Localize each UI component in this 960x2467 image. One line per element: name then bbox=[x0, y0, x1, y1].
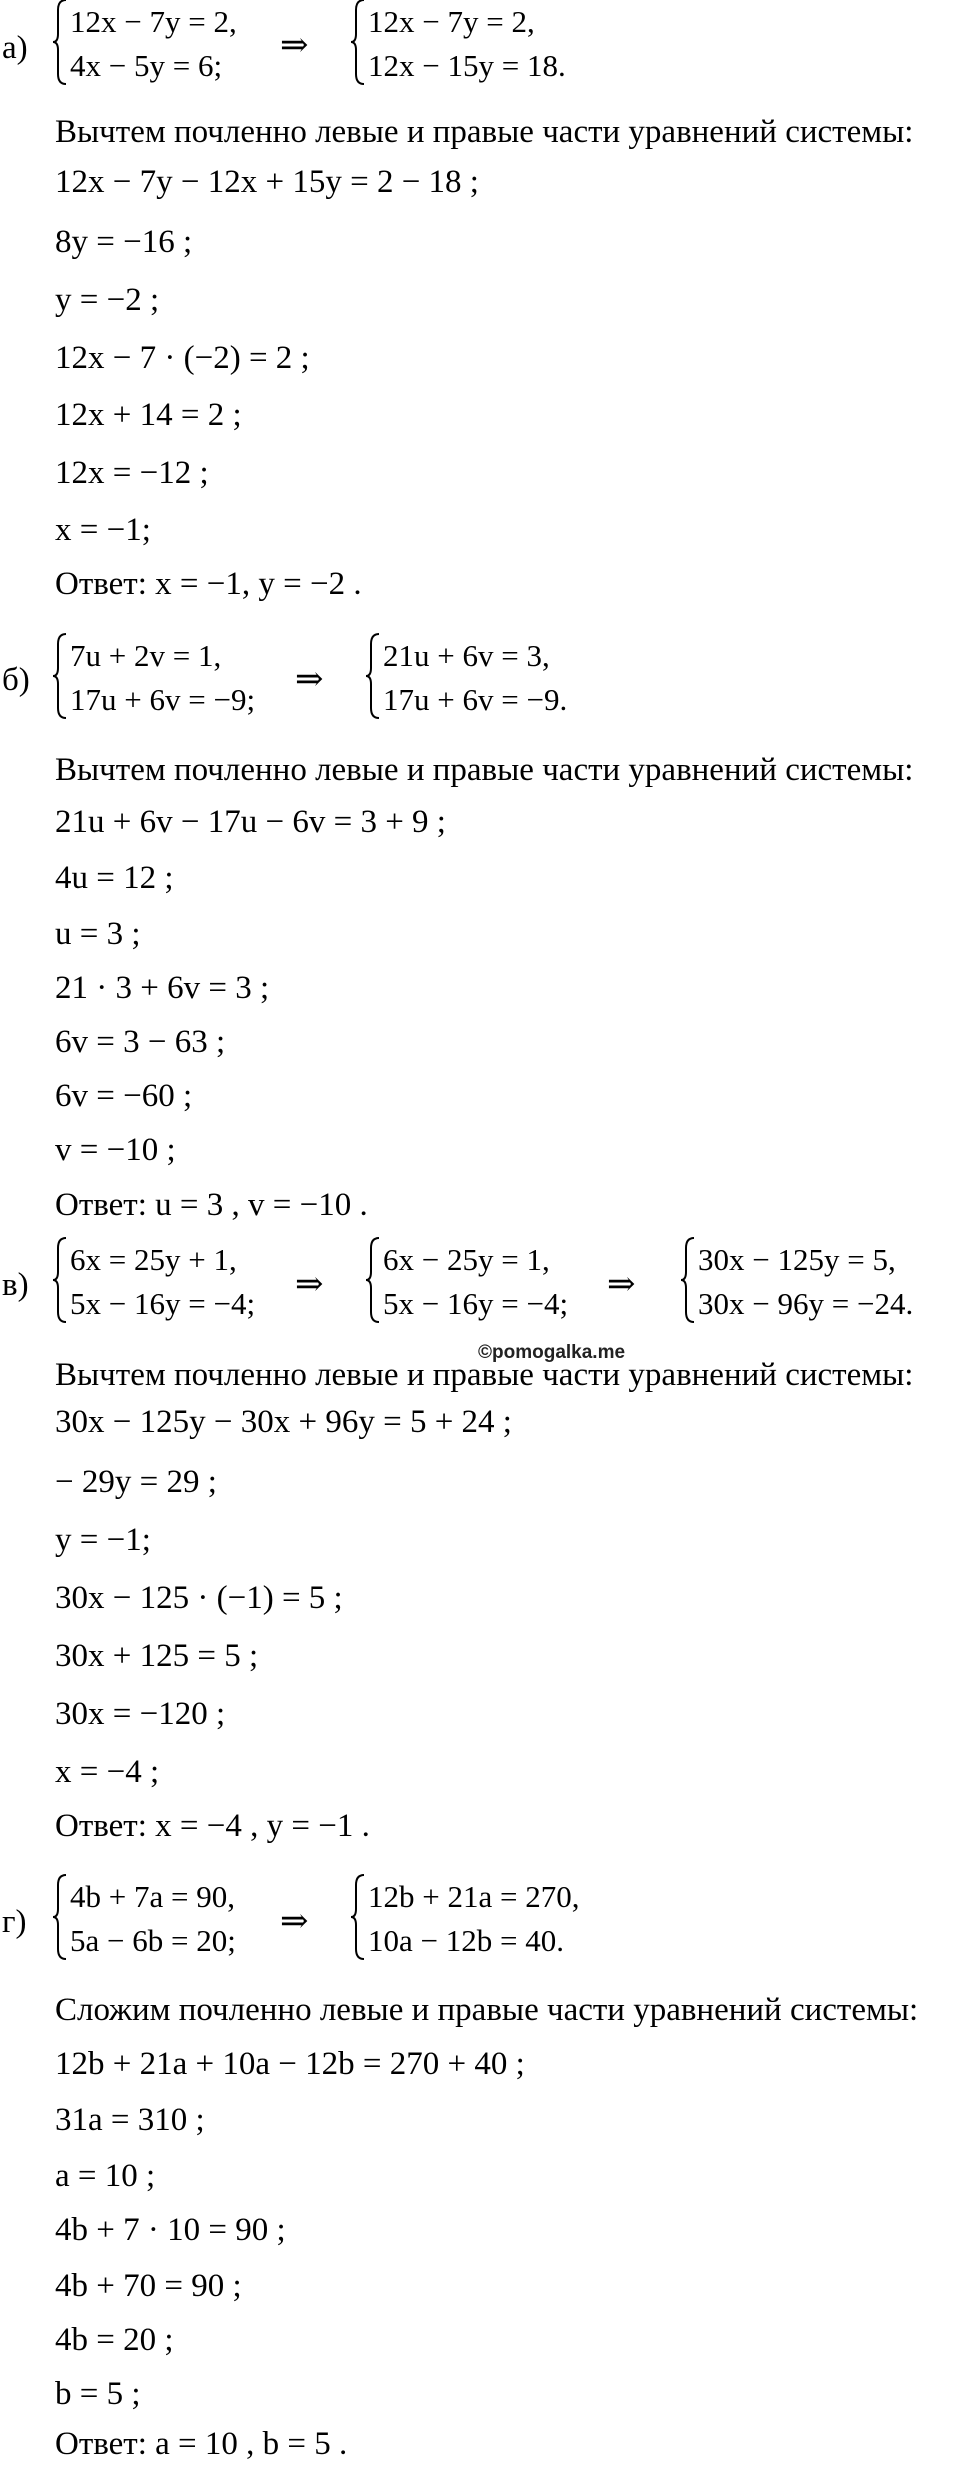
equation: 17u + 6v = −9; bbox=[70, 682, 256, 717]
brace-icon bbox=[52, 1236, 68, 1324]
part-label: б) bbox=[2, 662, 30, 698]
brace-icon bbox=[680, 1236, 696, 1324]
step-line: u = 3 ; bbox=[55, 916, 141, 952]
answer-line: Ответ: x = −1, y = −2 . bbox=[55, 566, 362, 602]
step-line: Сложим почленно левые и правые части уравнений системы: bbox=[55, 1992, 919, 2028]
step-line: 12x = −12 ; bbox=[55, 455, 209, 491]
answer-line: Ответ: u = 3 , v = −10 . bbox=[55, 1187, 368, 1223]
step-line: y = −2 ; bbox=[55, 282, 160, 318]
step-line: 30x − 125 · (−1) = 5 ; bbox=[55, 1580, 343, 1616]
brace-icon bbox=[365, 632, 381, 720]
equation: 6x = 25y + 1, bbox=[70, 1242, 237, 1277]
step-line: Вычтем почленно левые и правые части уравнений системы: bbox=[55, 1357, 914, 1393]
brace-icon bbox=[52, 0, 68, 86]
step-line: 4b + 70 = 90 ; bbox=[55, 2268, 242, 2304]
step-line: Вычтем почленно левые и правые части уравнений системы: bbox=[55, 752, 914, 788]
equation: 12x − 7y = 2, bbox=[70, 4, 237, 39]
step-line: 12x − 7y − 12x + 15y = 2 − 18 ; bbox=[55, 164, 479, 200]
equation: 30x − 96y = −24. bbox=[698, 1286, 914, 1321]
step-line: 30x = −120 ; bbox=[55, 1696, 226, 1732]
equation: 5x − 16y = −4; bbox=[383, 1286, 569, 1321]
answer-line: Ответ: x = −4 , y = −1 . bbox=[55, 1808, 370, 1844]
step-line: − 29y = 29 ; bbox=[55, 1464, 217, 1500]
implies-arrow: ⇒ bbox=[280, 27, 309, 64]
step-line: 6v = 3 − 63 ; bbox=[55, 1024, 226, 1060]
equation: 17u + 6v = −9. bbox=[383, 682, 568, 717]
brace-icon bbox=[365, 1236, 381, 1324]
watermark: ©pomogalka.me bbox=[478, 1342, 626, 1363]
step-line: 31a = 310 ; bbox=[55, 2102, 205, 2138]
part-label: в) bbox=[2, 1267, 29, 1303]
step-line: 12x − 7 · (−2) = 2 ; bbox=[55, 340, 310, 376]
equation: 12x − 7y = 2, bbox=[368, 4, 535, 39]
step-line: 12b + 21a + 10a − 12b = 270 + 40 ; bbox=[55, 2046, 525, 2082]
brace-icon bbox=[350, 0, 366, 86]
implies-arrow: ⇒ bbox=[295, 1266, 324, 1303]
step-line: b = 5 ; bbox=[55, 2376, 141, 2412]
step-line: Вычтем почленно левые и правые части уравнений системы: bbox=[55, 114, 914, 150]
step-line: 30x − 125y − 30x + 96y = 5 + 24 ; bbox=[55, 1404, 512, 1440]
step-line: 8y = −16 ; bbox=[55, 224, 193, 260]
equation: 21u + 6v = 3, bbox=[383, 638, 550, 673]
step-line: v = −10 ; bbox=[55, 1132, 176, 1168]
step-line: y = −1; bbox=[55, 1522, 151, 1558]
equation: 10a − 12b = 40. bbox=[368, 1923, 564, 1958]
step-line: x = −1; bbox=[55, 512, 151, 548]
step-line: 30x + 125 = 5 ; bbox=[55, 1638, 259, 1674]
implies-arrow: ⇒ bbox=[607, 1266, 636, 1303]
equation: 5a − 6b = 20; bbox=[70, 1923, 236, 1958]
step-line: 21 · 3 + 6v = 3 ; bbox=[55, 970, 270, 1006]
part-label: г) bbox=[2, 1904, 27, 1940]
step-line: x = −4 ; bbox=[55, 1754, 160, 1790]
equation: 12x − 15y = 18. bbox=[368, 48, 566, 83]
equation: 4b + 7a = 90, bbox=[70, 1879, 235, 1914]
part-label: а) bbox=[2, 30, 28, 66]
implies-arrow: ⇒ bbox=[280, 1903, 309, 1940]
step-line: 4b = 20 ; bbox=[55, 2322, 174, 2358]
brace-icon bbox=[52, 632, 68, 720]
step-line: 12x + 14 = 2 ; bbox=[55, 397, 242, 433]
equation: 4x − 5y = 6; bbox=[70, 48, 223, 83]
step-line: a = 10 ; bbox=[55, 2158, 156, 2194]
brace-icon bbox=[350, 1873, 366, 1961]
step-line: 4u = 12 ; bbox=[55, 860, 174, 896]
brace-icon bbox=[52, 1873, 68, 1961]
equation: 6x − 25y = 1, bbox=[383, 1242, 550, 1277]
implies-arrow: ⇒ bbox=[295, 661, 324, 698]
step-line: 4b + 7 · 10 = 90 ; bbox=[55, 2212, 286, 2248]
step-line: 21u + 6v − 17u − 6v = 3 + 9 ; bbox=[55, 804, 446, 840]
equation: 5x − 16y = −4; bbox=[70, 1286, 256, 1321]
equation: 12b + 21a = 270, bbox=[368, 1879, 580, 1914]
answer-line: Ответ: a = 10 , b = 5 . bbox=[55, 2426, 348, 2462]
step-line: 6v = −60 ; bbox=[55, 1078, 193, 1114]
equation: 30x − 125y = 5, bbox=[698, 1242, 896, 1277]
equation: 7u + 2v = 1, bbox=[70, 638, 222, 673]
